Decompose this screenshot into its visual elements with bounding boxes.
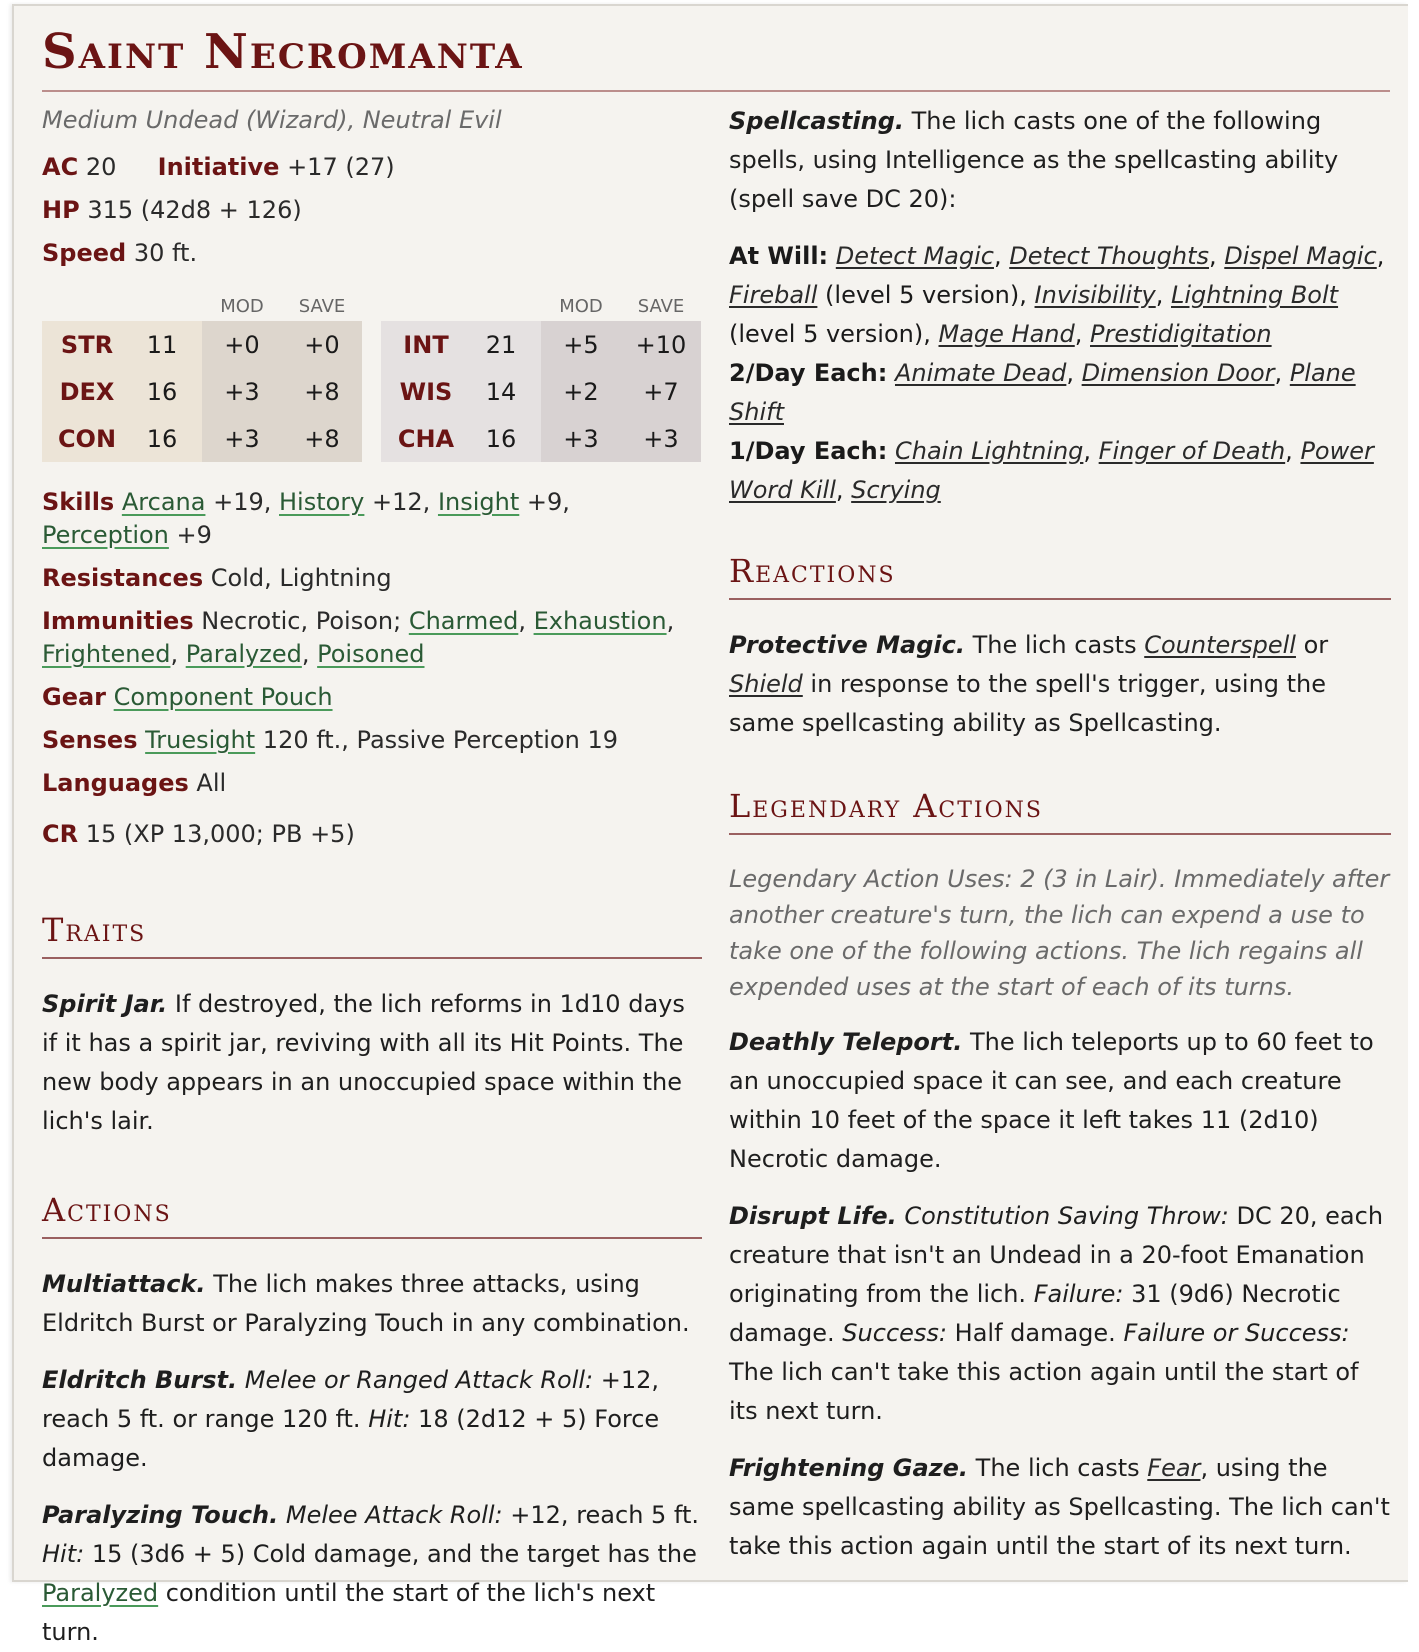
spell-dimension-door-link[interactable]: Dimension Door [1081,359,1275,387]
condition-paralyzed-link[interactable]: Paralyzed [42,1579,159,1607]
spell-counterspell-link[interactable]: Counterspell [1144,631,1296,659]
spells-at-will: At Will: Detect Magic, Detect Thoughts, Dispel Magic, Fireball (level 5 version), Invisibility, Lightning Bolt (level 5 version), Mage Hand, Prestidigitation [729,242,1385,348]
trait-spirit-jar: Spirit Jar. If destroyed, the lich reforms in 1d10 days if it has a spirit jar, reviving with all its Hit Points. The new body appears in an unoccupied space within the lich's lair. [42,990,685,1135]
speed-value: 30 ft. [133,239,198,267]
stat-block [12,4,1408,1646]
spell-invisibility-link[interactable]: Invisibility [1034,281,1156,309]
hp-value: 315 (42d8 + 126) [87,196,302,224]
spell-lightning-bolt-link[interactable]: Lightning Bolt [1170,281,1339,309]
spell-prestidigitation-link[interactable]: Prestidigitation [1090,320,1272,348]
legendary-deathly-teleport: Deathly Teleport. The lich teleports up to 60 feet to an unoccupied space it can see, and each creature within 10 feet of the space it left takes 11 (2d10) Necrotic damage. [729,1028,1374,1173]
immunities-line: Immunities Necrotic, Poison; Charmed, Exhaustion, Frightened, Paralyzed, Poisoned [42,607,675,668]
spell-fireball-link[interactable]: Fireball [729,281,818,309]
ac-label: AC [42,153,79,181]
initiative-label: Initiative [157,153,280,181]
spell-detect-thoughts-link[interactable]: Detect Thoughts [1009,242,1210,270]
spell-plane-shift-link[interactable]: Plane Shift [729,359,1356,426]
spell-fear-link[interactable]: Fear [1147,1454,1201,1482]
gear-line: Gear Component Pouch [42,683,333,711]
monster-name: Saint Necromanta [42,24,524,80]
action-paralyzing-touch: Paralyzing Touch. Melee Attack Roll: +12, reach 5 ft. Hit: 15 (3d6 + 5) Cold damage, and the target has the Paralyzed condition until the start of the lich's next turn. [42,1501,699,1646]
ability-row-con: CON 16 +3 +8 [42,415,363,462]
reactions-heading: Reactions [729,552,1391,600]
mod-header: MOD [559,296,603,317]
resistances-line: Resistances Cold, Lightning [42,564,392,592]
spells-2-day: 2/Day Each: Animate Dead, Dimension Door, Plane Shift [729,359,1356,426]
condition-poisoned-link[interactable]: Poisoned [317,640,425,668]
ability-row-str: STR 11 +0 +0 [42,321,363,368]
right-column [729,102,1391,1566]
save-header: SAVE [637,296,685,317]
spells-1-day: 1/Day Each: Chain Lightning, Finger of Death, Power Word Kill, Scrying [729,437,1374,504]
speed-line [42,232,702,275]
traits-heading: Traits [42,911,702,959]
spell-animate-dead-link[interactable]: Animate Dead [894,359,1067,387]
condition-frightened-link[interactable]: Frightened [42,640,171,668]
initiative-value: +17 (27) [287,153,395,181]
speed-label: Speed [42,239,127,267]
mental-abilities [381,287,702,462]
monster-subtitle: Medium Undead (Wizard), Neutral Evil [42,106,502,134]
spell-finger-of-death-link[interactable]: Finger of Death [1098,437,1286,465]
senses-line: Senses Truesight 120 ft., Passive Perception 19 [42,726,618,754]
ability-scores [42,287,702,462]
ability-row-cha: CHA 16 +3 +3 [381,415,702,462]
spellcasting-trait: Spellcasting. The lich casts one of the following spells, using Intelligence as the spellcasting ability (spell save DC 20): [729,107,1339,213]
skill-history-link[interactable]: History [279,488,365,516]
condition-exhaustion-link[interactable]: Exhaustion [533,607,667,635]
title-divider [42,90,1390,92]
sense-truesight-link[interactable]: Truesight [145,726,256,754]
condition-charmed-link[interactable]: Charmed [408,607,519,635]
spell-mage-hand-link[interactable]: Mage Hand [938,320,1075,348]
action-eldritch-burst: Eldritch Burst. Melee or Ranged Attack Roll: +12, reach 5 ft. or range 120 ft. Hit: 18 (2d12 + 5) Force damage. [42,1366,660,1472]
hp-line [42,189,702,232]
spell-detect-magic-link[interactable]: Detect Magic [835,242,994,270]
legendary-actions-heading: Legendary Actions [729,787,1391,835]
actions-heading: Actions [42,1191,702,1239]
left-column [42,102,702,1652]
reaction-protective-magic: Protective Magic. The lich casts Counterspell or Shield in response to the spell's trigger, using the same spellcasting ability as Spellcasting. [729,631,1329,737]
action-multiattack: Multiattack. The lich makes three attacks, using Eldritch Burst or Paralyzing Touch in any combination. [42,1270,690,1337]
cr-line: CR 15 (XP 13,000; PB +5) [42,820,355,848]
skills-line: Skills Arcana +19, History +12, Insight +9, Perception +9 [42,488,570,549]
gear-component-pouch-link[interactable]: Component Pouch [113,683,333,711]
spell-power-word-kill-link[interactable]: Power Word Kill [729,437,1374,504]
ability-row-wis: WIS 14 +2 +7 [381,368,702,415]
mod-header: MOD [220,296,264,317]
spell-dispel-magic-link[interactable]: Dispel Magic [1224,242,1377,270]
spell-chain-lightning-link[interactable]: Chain Lightning [894,437,1084,465]
ability-row-int: INT 21 +5 +10 [381,321,702,368]
skill-insight-link[interactable]: Insight [437,488,520,516]
legendary-frightening-gaze: Frightening Gaze. The lich casts Fear, using the same spellcasting ability as Spellcasting. The lich can't take this action again until the start of its next turn. [729,1454,1390,1560]
skill-perception-link[interactable]: Perception [42,521,169,549]
languages-line: Languages All [42,769,227,797]
ac-value: 20 [85,153,117,181]
physical-abilities [42,287,363,462]
skill-arcana-link[interactable]: Arcana [121,488,206,516]
hp-label: HP [42,196,80,224]
legendary-disrupt-life: Disrupt Life. Constitution Saving Throw: DC 20, each creature that isn't an Undead in a 20-foot Emanation originating from the lich. Failure: 31 (9d6) Necrotic damage. Success: Half damage. Failure or Success: The lich can't take this action again until the start of its next turn. [729,1202,1384,1425]
spell-shield-link[interactable]: Shield [729,670,803,698]
ac-initiative-line [42,146,702,189]
ability-row-dex: DEX 16 +3 +8 [42,368,363,415]
legendary-intro: Legendary Action Uses: 2 (3 in Lair). Immediately after another creature's turn, the lich can expend a use to take one of the following actions. The lich regains all expended uses at the start of each of its turns. [729,865,1390,1001]
save-header: SAVE [298,296,346,317]
condition-paralyzed-link[interactable]: Paralyzed [185,640,302,668]
spell-scrying-link[interactable]: Scrying [851,476,941,504]
